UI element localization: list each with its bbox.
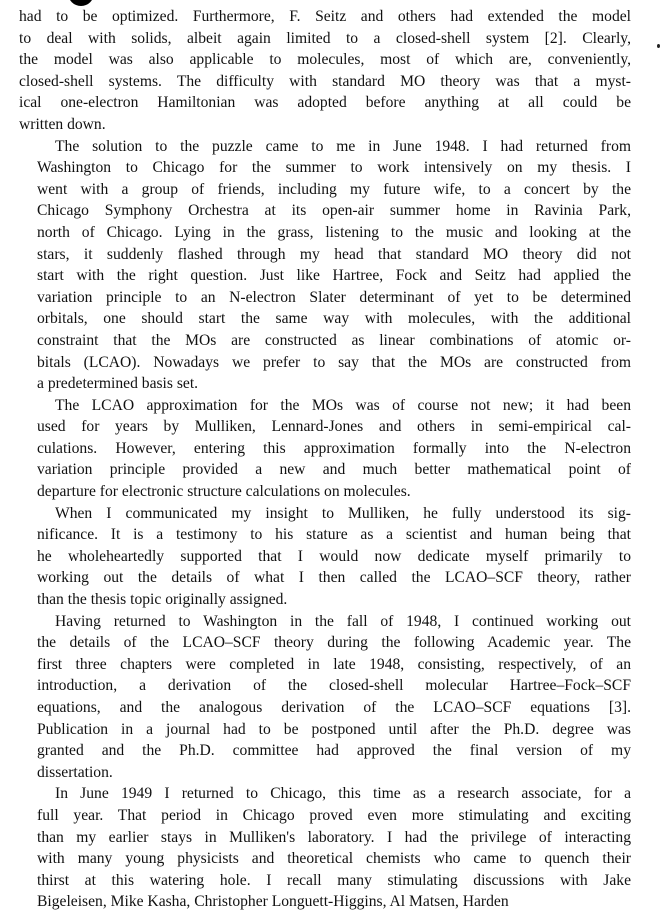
paragraph (19, 503, 631, 611)
text-line: thirst at this watering hole. I recall many stimulating discussions with Jake (37, 871, 631, 889)
text-line: than the thesis topic originally assigned. (37, 591, 288, 609)
text-line: bitals (LCAO). Nowadays we prefer to say that the MOs are constructed from (37, 353, 631, 371)
text-line: first three chapters were completed in late 1948, consisting, respectively, of an (37, 655, 631, 673)
text-line: full year. That period in Chicago proved even more stimulating and exciting (37, 806, 631, 824)
text-line: constraint that the MOs are constructed as linear combinations of atomic or- (37, 331, 631, 349)
text-line: used for years by Mulliken, Lennard-Jones and others in semi-empirical cal- (37, 418, 631, 436)
text-line: had to be optimized. Furthermore, F. Seitz and others had extended the model (19, 8, 631, 25)
text-line: Publication in a journal had to be postponed until after the Ph.D. degree was (37, 720, 631, 738)
text-line: Bigeleisen, Mike Kasha, Christopher Longuett-Higgins, Al Matsen, Harden (37, 893, 509, 911)
text-line: went with a group of friends, including my future wife, to a concert by the (37, 180, 631, 198)
text-line: than my earlier stays in Mulliken's laboratory. I had the privilege of interacting (37, 828, 631, 846)
text-line: orbitals, one should start the same way with molecules, with the additional (37, 310, 631, 328)
text-line: with many young physicists and theoretical chemists who came to quench their (37, 850, 631, 868)
paragraph (19, 783, 631, 913)
paragraph (19, 611, 631, 784)
text-line: Washington to Chicago for the summer to work intensively on my thesis. I (37, 159, 631, 177)
text-line: The solution to the puzzle came to me in June 1948. I had returned from (55, 137, 631, 155)
text-line: he wholeheartedly supported that I would now dedicate myself primarily to (37, 547, 631, 565)
text-line: variation principle to an N-electron Slater determinant of yet to be determined (37, 288, 631, 306)
text-line: working out the details of what I then called the LCAO–SCF theory, rather (37, 569, 631, 587)
text-line: ical one-electron Hamiltonian was adopted before anything at all could be (19, 94, 631, 112)
scan-artifact-dot (657, 44, 660, 48)
text-line: dissertation. (37, 763, 113, 781)
text-line: The LCAO approximation for the MOs was of course not new; it had been (55, 396, 631, 414)
text-line: Chicago Symphony Orchestra at its open-air summer home in Ravinia Park, (37, 202, 631, 220)
text-line: north of Chicago. Lying in the grass, listening to the music and looking at the (37, 223, 631, 241)
text-line: granted and the Ph.D. committee had approved the final version of my (37, 742, 631, 760)
text-line: Having returned to Washington in the fall of 1948, I continued working out (55, 612, 631, 630)
paragraph (19, 6, 631, 136)
text-line: When I communicated my insight to Mulliken, he fully understood its sig- (55, 504, 631, 522)
text-line: start with the right question. Just like Hartree, Fock and Seitz had applied the (37, 267, 631, 285)
paragraph (19, 395, 631, 503)
text-line: a predetermined basis set. (37, 375, 199, 393)
text-line: to deal with solids, albeit again limited to a closed-shell system [2]. Clearly, (19, 29, 631, 47)
text-line: the model was also applicable to molecules, most of which are, conveniently, (19, 51, 631, 69)
text-line: nificance. It is a testimony to his stature as a scientist and human being that (37, 526, 631, 544)
text-line: equations, and the analogous derivation of the LCAO–SCF equations [3]. (37, 699, 631, 716)
text-line: the details of the LCAO–SCF theory during the following Academic year. The (37, 634, 631, 652)
text-line: In June 1949 I returned to Chicago, this time as a research associate, for a (55, 785, 631, 803)
text-line: written down. (19, 115, 106, 133)
text-line: closed-shell systems. The difficulty with standard MO theory was that a myst- (19, 72, 631, 90)
text-line: departure for electronic structure calculations on molecules. (37, 483, 411, 501)
text-line: introduction, a derivation of the closed-shell molecular Hartree–Fock–SCF (37, 677, 631, 695)
text-line: stars, it suddenly flashed through my head that standard MO theory did not (37, 245, 631, 263)
document-page (19, 6, 631, 913)
paragraph (19, 136, 631, 395)
text-line: variation principle provided a new and much better mathematical point of (37, 461, 631, 479)
text-line: culations. However, entering this approximation formally into the N-electron (37, 439, 631, 457)
